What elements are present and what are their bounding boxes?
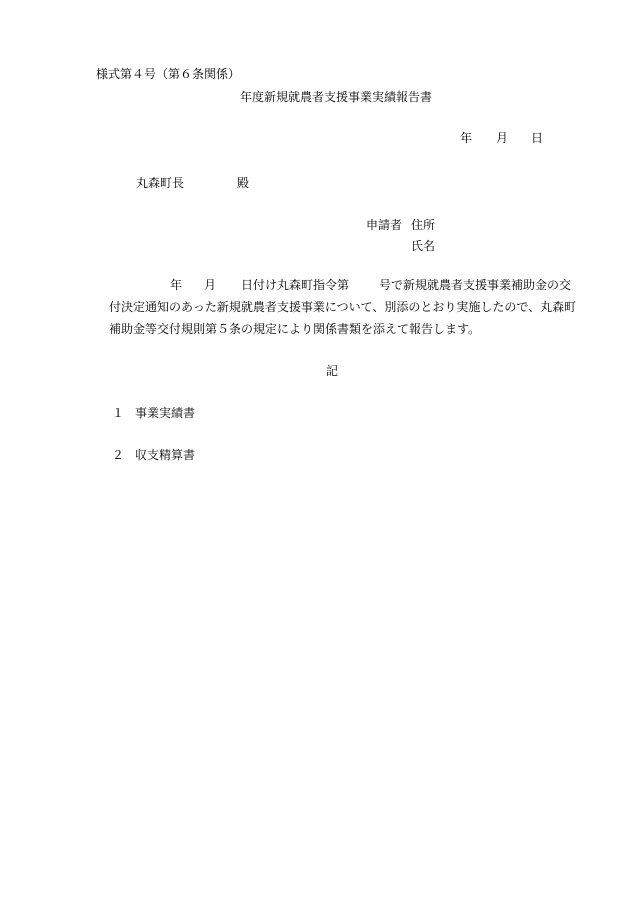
- ki-heading: 記: [326, 364, 339, 378]
- body-line3: 補助金等交付規則第５条の規定により関係書類を添えて報告します。: [109, 322, 481, 336]
- addressee-honorific: 殿: [237, 176, 250, 190]
- item-number: １: [112, 406, 125, 420]
- addressee-name: 丸森町長: [136, 176, 185, 190]
- body-month-label: 月: [204, 278, 217, 292]
- item-label: 収支精算書: [135, 448, 196, 462]
- body-date-reference: 日付け丸森町指令第: [241, 278, 350, 292]
- item-number: ２: [112, 448, 125, 462]
- applicant-name-label: 氏名: [411, 239, 436, 253]
- applicant-address-label: 住所: [411, 218, 436, 232]
- body-line1-continuation: 号で新規就農者支援事業補助金の交: [379, 278, 572, 292]
- form-number: 様式第４号（第６条関係）: [96, 67, 241, 81]
- applicant-label: 申請者: [366, 218, 403, 232]
- document-title: 年度新規就農者支援事業実績報告書: [240, 90, 433, 104]
- item-label: 事業実績書: [135, 406, 196, 420]
- date-year-label: 年: [460, 131, 473, 145]
- body-line2: 付決定通知のあった新規就農者支援事業について、別添のとおり実施したので、丸森町: [109, 300, 577, 314]
- date-day-label: 日: [531, 131, 544, 145]
- date-month-label: 月: [496, 131, 509, 145]
- body-year-label: 年: [170, 278, 183, 292]
